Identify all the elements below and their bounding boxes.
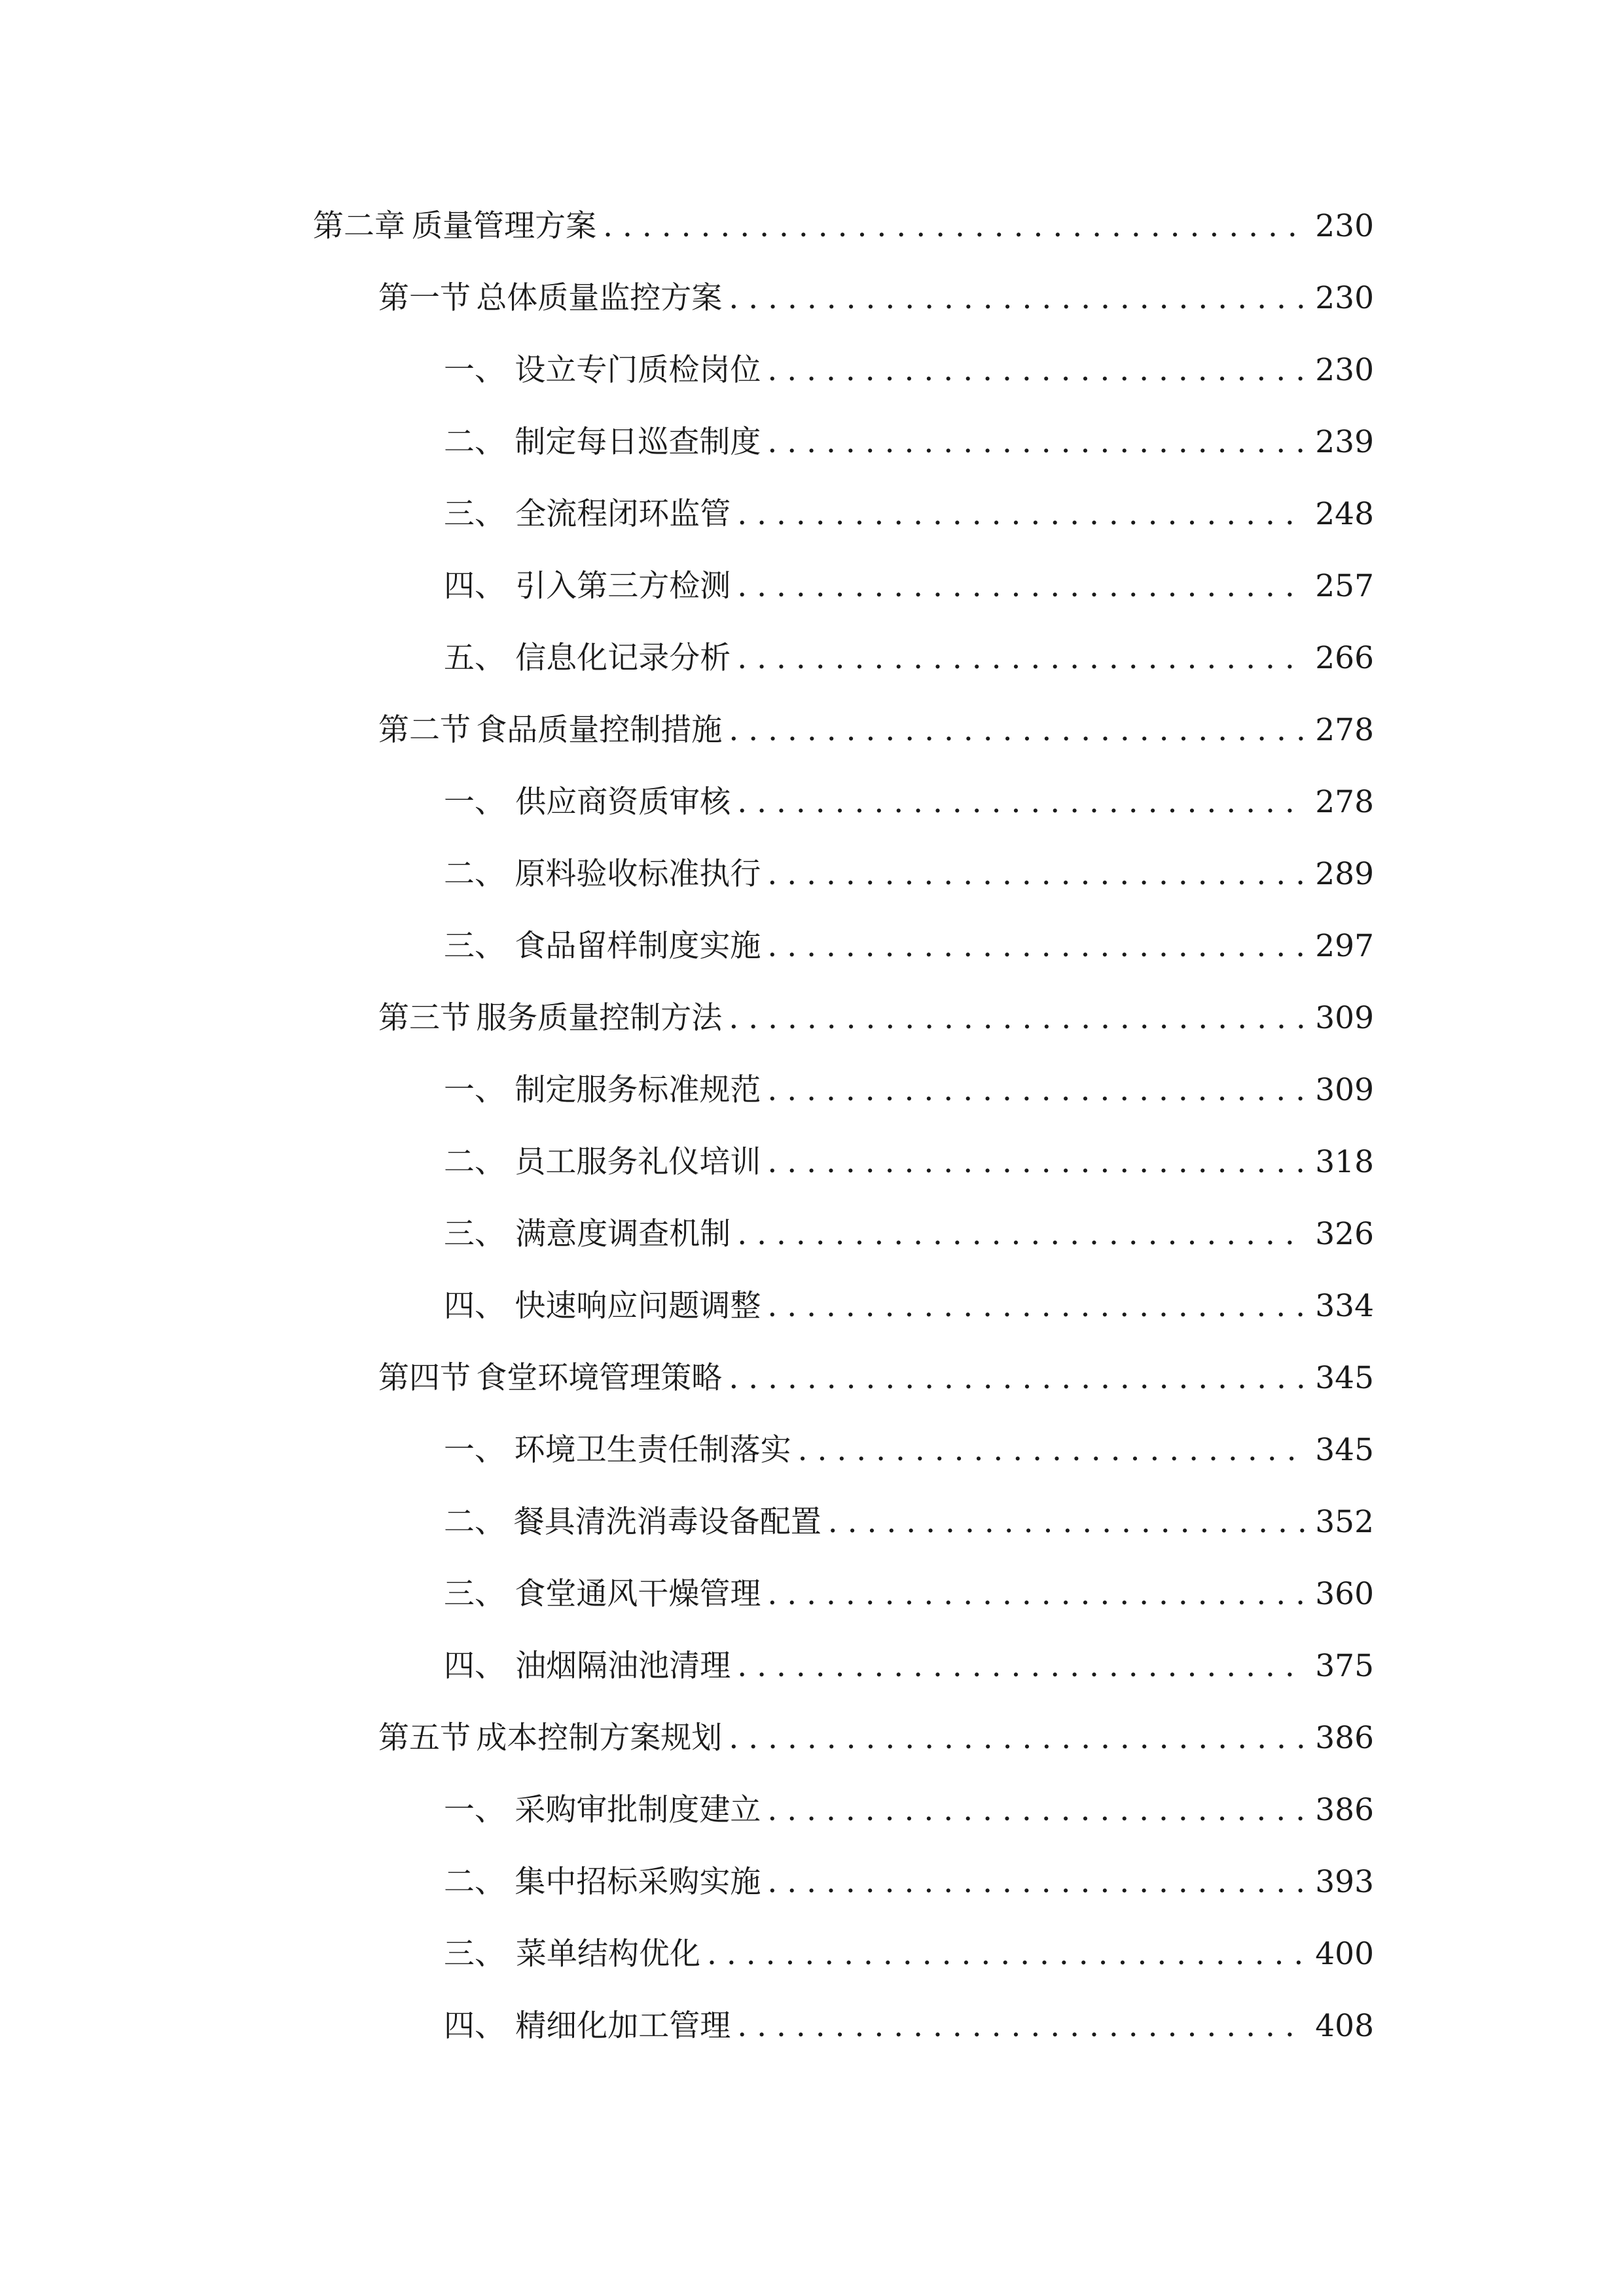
- toc-prefix: 三、: [444, 1216, 505, 1252]
- toc-leader-dots: [767, 852, 1306, 897]
- toc-entry-subsection[interactable]: [444, 852, 1374, 897]
- toc-leader-dots: [729, 996, 1306, 1041]
- toc-leader-dots: [737, 636, 1306, 681]
- toc-page-number: 386: [1315, 1720, 1374, 1756]
- toc-leader-dots: [729, 708, 1306, 753]
- toc-title: 食品留样制度实施: [514, 928, 761, 964]
- toc-entry-subsection[interactable]: [444, 1643, 1374, 1689]
- toc-title: 质量管理方案: [412, 208, 597, 244]
- toc-entry-subsection[interactable]: [444, 1859, 1374, 1905]
- toc-title: 制定服务标准规范: [514, 1072, 761, 1108]
- toc-title: 食品质量控制措施: [476, 712, 723, 748]
- toc-leader-dots: [767, 420, 1306, 465]
- toc-leader-dots: [767, 1859, 1306, 1905]
- toc-prefix: 第三节: [378, 1000, 471, 1036]
- toc-entry-subsection[interactable]: [444, 1283, 1374, 1329]
- toc-page-number: 289: [1315, 856, 1374, 892]
- toc-entry-subsection[interactable]: [444, 2003, 1374, 2049]
- toc-title: 全流程闭环监管: [515, 496, 731, 532]
- toc-entry-subsection[interactable]: [444, 1931, 1374, 1977]
- toc-prefix: 四、: [444, 2008, 505, 2044]
- toc-entry-section[interactable]: [378, 1715, 1374, 1761]
- toc-entry-section[interactable]: [378, 1355, 1374, 1401]
- toc-page-number: 334: [1315, 1288, 1374, 1324]
- toc-leader-dots: [798, 1427, 1307, 1473]
- toc-leader-dots: [767, 1283, 1306, 1329]
- toc-page-number: 408: [1315, 2008, 1374, 2044]
- toc-prefix: 三、: [444, 496, 505, 532]
- toc-leader-dots: [767, 348, 1306, 393]
- toc-entry-subsection[interactable]: [444, 780, 1374, 825]
- toc-entry-subsection[interactable]: [444, 564, 1374, 609]
- toc-page-number: 257: [1315, 568, 1374, 604]
- toc-leader-dots: [767, 1571, 1306, 1617]
- toc-prefix: 五、: [444, 640, 505, 676]
- toc-prefix: 一、: [444, 784, 505, 820]
- toc-leader-dots: [737, 780, 1306, 825]
- toc-title: 总体质量监控方案: [476, 280, 723, 316]
- toc-leader-dots: [737, 1643, 1306, 1689]
- toc-prefix: 二、: [444, 856, 505, 892]
- toc-title: 服务质量控制方法: [476, 1000, 723, 1036]
- toc-page-number: 266: [1315, 640, 1374, 676]
- toc-entry-chapter[interactable]: [313, 204, 1374, 249]
- toc-prefix: 第一节: [378, 280, 471, 316]
- toc-entry-subsection[interactable]: [444, 348, 1374, 393]
- toc-entry-section[interactable]: [378, 276, 1374, 321]
- toc-page-number: 345: [1315, 1432, 1374, 1468]
- toc-prefix: 三、: [444, 928, 505, 964]
- toc-prefix: 四、: [444, 568, 505, 604]
- toc-title: 采购审批制度建立: [514, 1792, 761, 1828]
- toc-page-number: 309: [1315, 1000, 1374, 1036]
- toc-page-number: 326: [1315, 1216, 1374, 1252]
- toc-title: 设立专门质检岗位: [514, 352, 761, 388]
- toc-prefix: 三、: [444, 1936, 505, 1972]
- toc-prefix: 一、: [444, 1072, 505, 1108]
- toc-title: 员工服务礼仪培训: [514, 1144, 761, 1180]
- toc-prefix: 四、: [444, 1288, 505, 1324]
- toc-entry-subsection[interactable]: [444, 1787, 1374, 1833]
- toc-prefix: 第二节: [378, 712, 471, 748]
- toc-title: 集中招标采购实施: [514, 1864, 761, 1900]
- toc-title: 成本控制方案规划: [476, 1720, 723, 1756]
- toc-entry-subsection[interactable]: [444, 1571, 1374, 1617]
- toc-prefix: 二、: [444, 1144, 505, 1180]
- toc-page-number: 239: [1315, 424, 1374, 460]
- toc-page-number: 297: [1315, 928, 1374, 964]
- toc-page-number: 309: [1315, 1072, 1374, 1108]
- toc-title: 信息化记录分析: [515, 640, 731, 676]
- toc-leader-dots: [603, 204, 1306, 249]
- toc-leader-dots: [767, 1139, 1306, 1185]
- toc-title: 引入第三方检测: [515, 568, 731, 604]
- toc-entry-subsection[interactable]: [444, 1427, 1374, 1473]
- toc-title: 精细化加工管理: [515, 2008, 731, 2044]
- toc-entry-subsection[interactable]: [444, 492, 1374, 537]
- toc-title: 菜单结构优化: [516, 1936, 701, 1972]
- toc-page-number: 375: [1315, 1648, 1374, 1684]
- toc-leader-dots: [707, 1931, 1306, 1977]
- toc-entry-subsection[interactable]: [444, 1139, 1374, 1185]
- toc-entry-subsection[interactable]: [444, 924, 1374, 969]
- toc-prefix: 第五节: [378, 1720, 471, 1756]
- toc-entry-subsection[interactable]: [444, 636, 1374, 681]
- toc-prefix: 二、: [444, 424, 505, 460]
- toc-entry-subsection[interactable]: [444, 420, 1374, 465]
- toc-title: 原料验收标准执行: [514, 856, 761, 892]
- toc-entry-subsection[interactable]: [444, 1211, 1374, 1257]
- toc-leader-dots: [767, 1787, 1306, 1833]
- toc-page-number: 278: [1315, 784, 1374, 820]
- toc-entry-section[interactable]: [378, 708, 1374, 753]
- toc-title: 食堂通风干燥管理: [514, 1576, 761, 1612]
- toc-page-number: 248: [1315, 496, 1374, 532]
- toc-page-number: 400: [1315, 1936, 1374, 1972]
- toc-prefix: 二、: [444, 1864, 505, 1900]
- toc-page-number: 230: [1315, 352, 1374, 388]
- toc-page-number: 278: [1315, 712, 1374, 748]
- toc-page-number: 360: [1315, 1576, 1374, 1612]
- toc-leader-dots: [729, 276, 1306, 321]
- toc-prefix: 第四节: [378, 1360, 471, 1396]
- toc-page-number: 393: [1315, 1864, 1374, 1900]
- toc-leader-dots: [737, 2003, 1306, 2049]
- toc-title: 满意度调查机制: [515, 1216, 731, 1252]
- toc-page-number: 352: [1315, 1504, 1374, 1540]
- toc-prefix: 一、: [444, 352, 505, 388]
- toc-title: 食堂环境管理策略: [476, 1360, 723, 1396]
- toc-title: 制定每日巡查制度: [514, 424, 761, 460]
- toc-prefix: 二、: [444, 1504, 505, 1540]
- toc-page-number: 345: [1315, 1360, 1374, 1396]
- toc-title: 快速响应问题调整: [514, 1288, 761, 1324]
- toc-entry-subsection[interactable]: [444, 1067, 1374, 1113]
- toc-leader-dots: [767, 1067, 1306, 1113]
- toc-prefix: 三、: [444, 1576, 505, 1612]
- toc-prefix: 第二章: [313, 208, 405, 244]
- toc-title: 供应商资质审核: [515, 784, 731, 820]
- toc-title: 环境卫生责任制落实: [514, 1432, 791, 1468]
- toc-page-number: 230: [1315, 280, 1374, 316]
- toc-leader-dots: [729, 1355, 1306, 1401]
- toc-leader-dots: [767, 924, 1306, 969]
- toc-leader-dots: [737, 564, 1306, 609]
- toc-page-number: 318: [1315, 1144, 1374, 1180]
- toc-page-number: 386: [1315, 1792, 1374, 1828]
- toc-entry-subsection[interactable]: [444, 1499, 1374, 1545]
- toc-leader-dots: [737, 492, 1306, 537]
- toc-prefix: 一、: [444, 1792, 505, 1828]
- toc-prefix: 四、: [444, 1648, 505, 1684]
- toc-leader-dots: [729, 1715, 1306, 1761]
- toc-leader-dots: [828, 1499, 1307, 1545]
- toc-title: 油烟隔油池清理: [515, 1648, 731, 1684]
- toc-entry-section[interactable]: [378, 996, 1374, 1041]
- toc-prefix: 一、: [444, 1432, 505, 1468]
- toc-page-number: 230: [1315, 208, 1374, 244]
- toc-title: 餐具清洗消毒设备配置: [513, 1504, 821, 1540]
- toc-leader-dots: [737, 1211, 1306, 1257]
